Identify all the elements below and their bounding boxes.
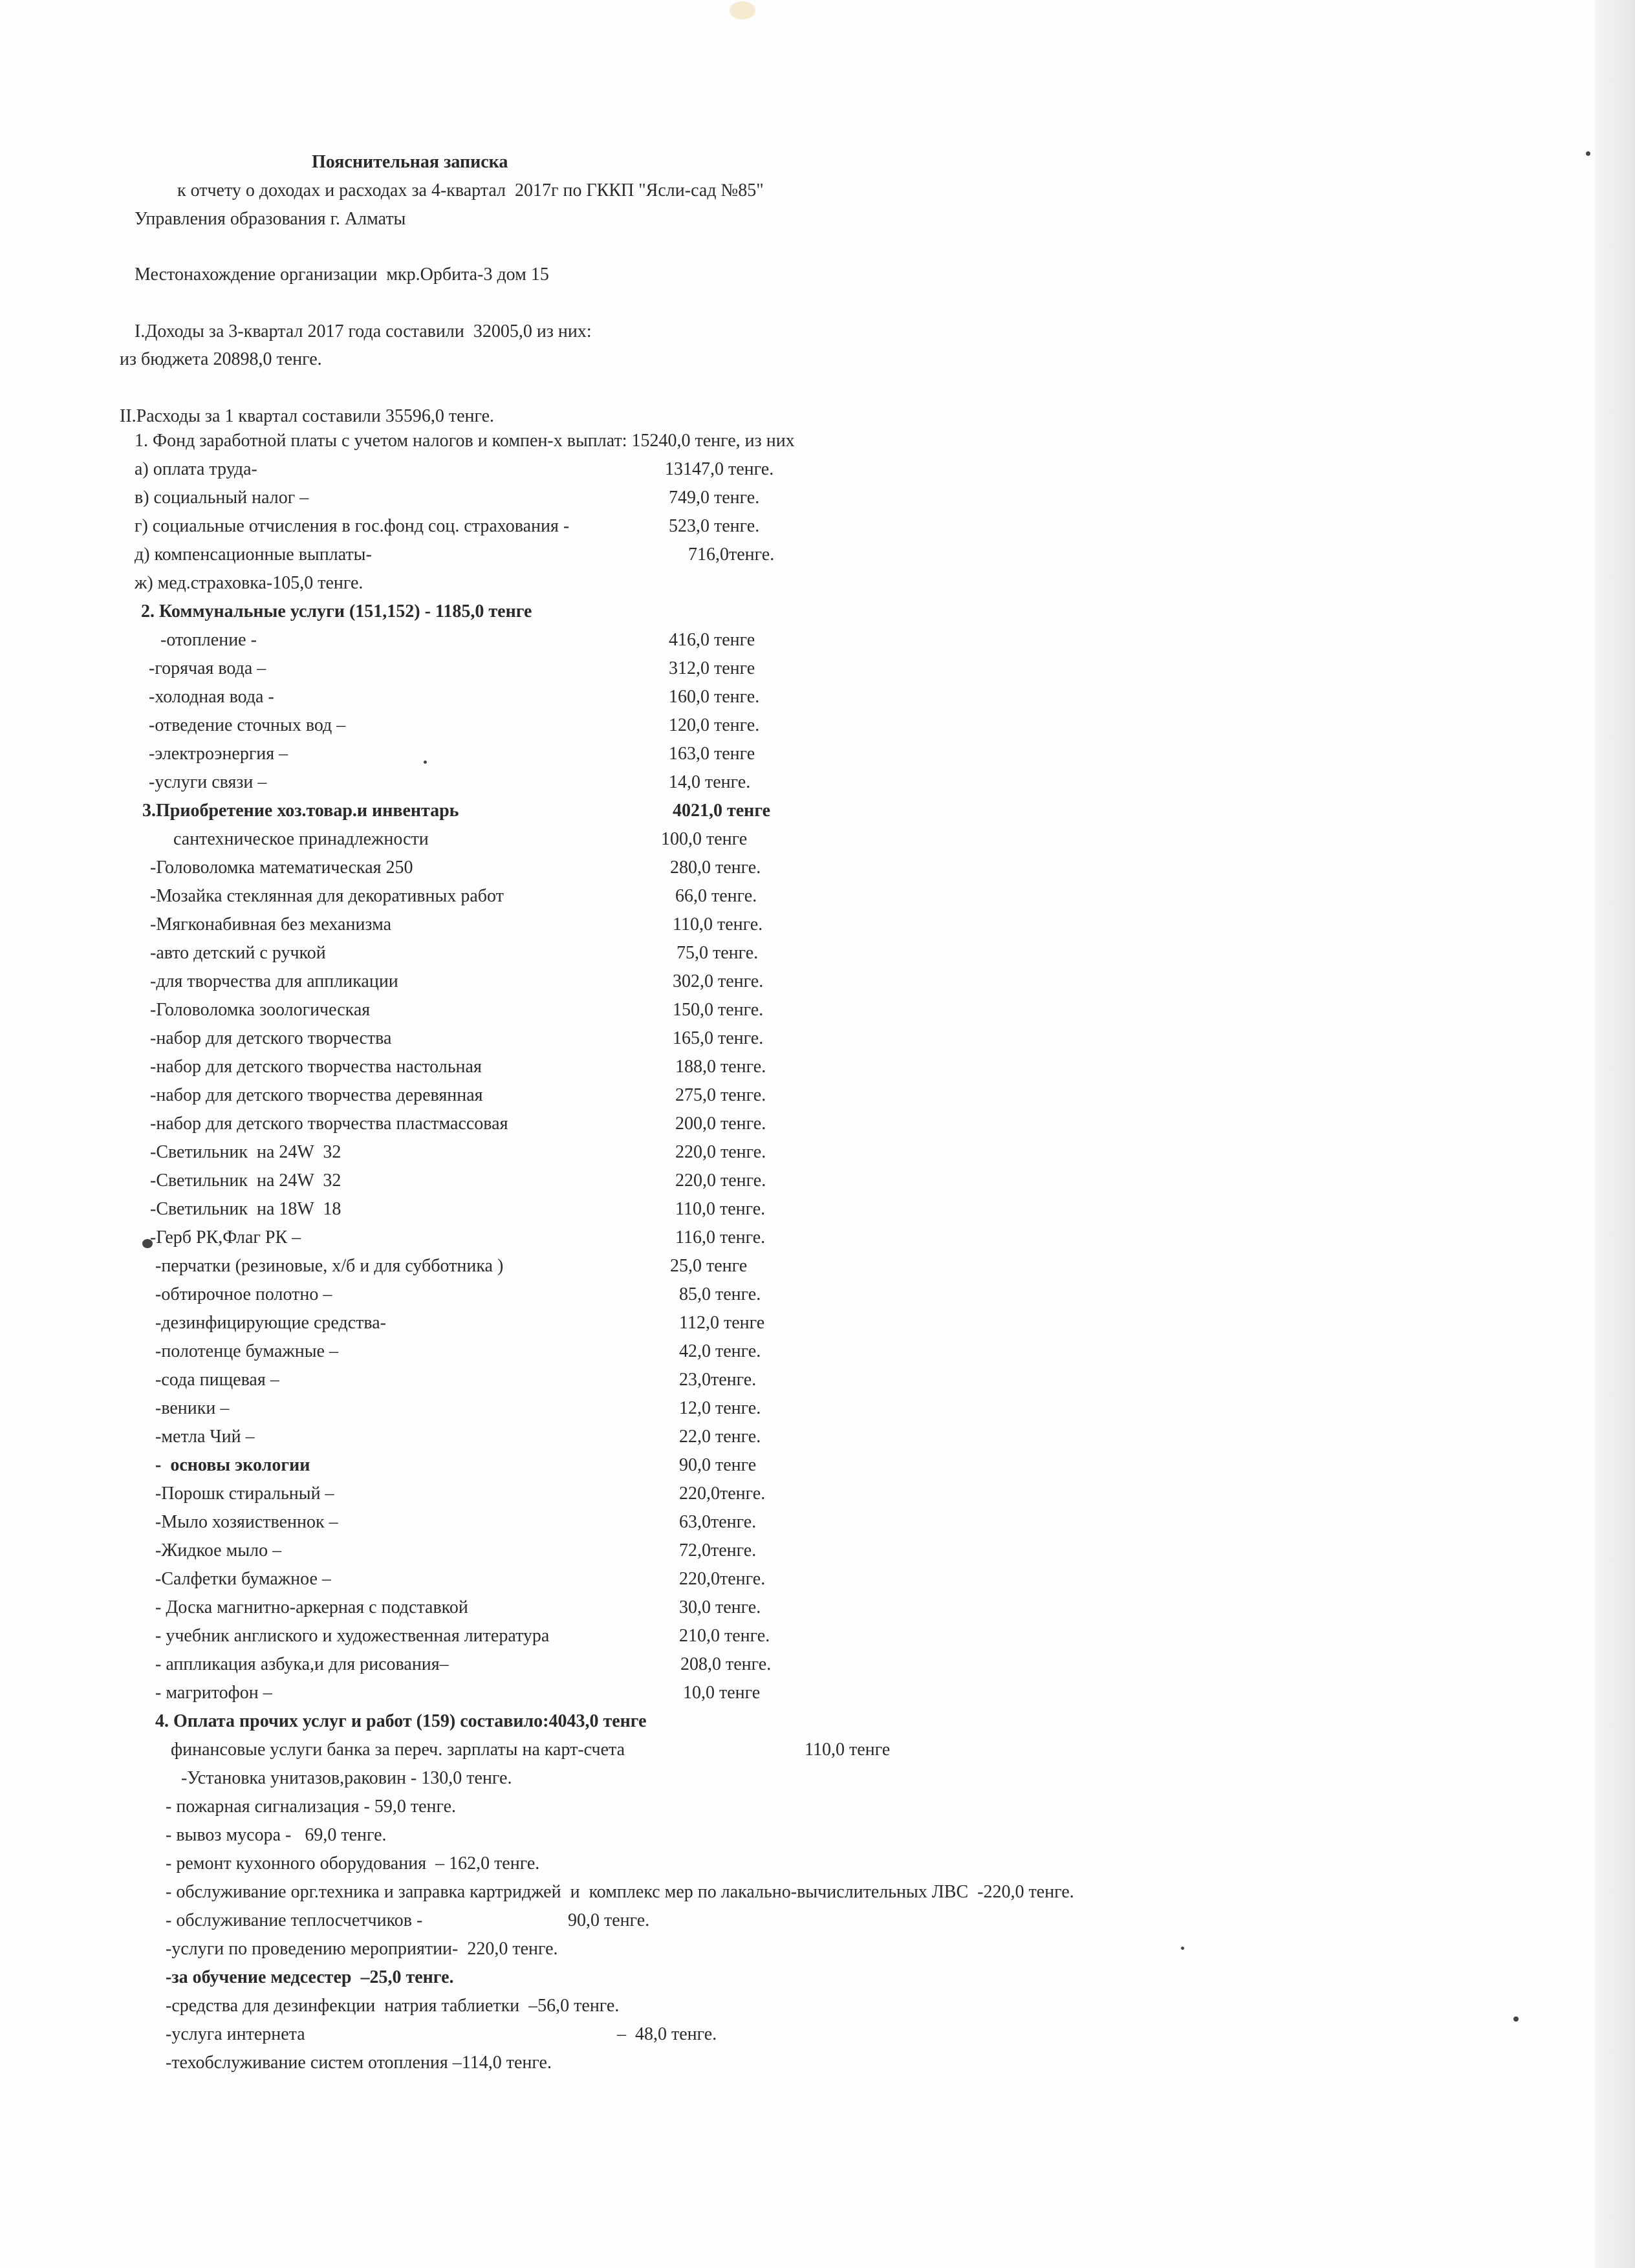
goods-value: 10,0 тенге — [683, 1683, 761, 1703]
scan-stain — [730, 1, 755, 19]
service-value: 90,0 тенге. — [568, 1910, 650, 1930]
payroll-label: а) оплата труда- — [135, 459, 257, 479]
goods-label: -Порошк стиральный – — [155, 1484, 334, 1504]
location: Местонахождение организации мкр.Орбита-3 дом 15 — [135, 265, 549, 285]
goods-label: -перчатки (резиновые, х/б и для субботника ) — [155, 1256, 504, 1276]
service-label: - обслуживание теплосчетчиков - — [166, 1910, 423, 1930]
goods-value: 220,0тенге. — [679, 1569, 766, 1589]
goods-total: 4021,0 тенге — [673, 801, 771, 821]
goods-label: -авто детский с ручкой — [150, 943, 326, 963]
goods-value: 220,0 тенге. — [675, 1171, 766, 1191]
goods-label: - учебник англиского и художественная литература — [155, 1626, 550, 1646]
service-label: -услуги по проведению мероприятии- 220,0 тенге. — [166, 1939, 558, 1959]
payroll-heading: 1. Фонд заработной платы с учетом налогов и компен-х выплат: 15240,0 тенге, из них — [135, 431, 795, 451]
goods-label: сантехническое принадлежности — [173, 829, 429, 849]
utility-value: 160,0 тенге. — [669, 687, 760, 707]
goods-label: - Доска магнитно-аркерная с подставкой — [155, 1597, 468, 1617]
utility-value: 312,0 тенге — [669, 658, 755, 678]
payroll-label: ж) мед.страховка-105,0 тенге. — [135, 573, 363, 593]
goods-label: -метла Чий – — [155, 1427, 255, 1447]
utility-value: 163,0 тенге — [669, 744, 755, 764]
payroll-value: 749,0 тенге. — [669, 488, 760, 508]
payroll-value: 716,0тенге. — [688, 545, 775, 565]
goods-label: -сода пищевая – — [155, 1370, 279, 1390]
goods-label: - основы экологии — [155, 1455, 310, 1475]
goods-label: -Мягконабивная без механизма — [150, 914, 392, 934]
scan-speck — [424, 761, 427, 764]
goods-value: 165,0 тенге. — [673, 1028, 764, 1048]
goods-value: 22,0 тенге. — [679, 1427, 761, 1447]
payroll-value: 13147,0 тенге. — [665, 459, 774, 479]
goods-label: -веники – — [155, 1398, 230, 1418]
service-label: -техобслуживание систем отопления –114,0 тенге. — [166, 2053, 552, 2073]
goods-value: 275,0 тенге. — [675, 1085, 766, 1105]
goods-label: -Светильник на 18W 18 — [150, 1199, 341, 1219]
goods-value: 42,0 тенге. — [679, 1341, 761, 1361]
income-line: из бюджета 20898,0 тенге. — [120, 349, 322, 369]
goods-value: 110,0 тенге. — [673, 914, 763, 934]
utility-label: -холодная вода - — [149, 687, 274, 707]
goods-label: -набор для детского творчества деревянная — [150, 1085, 483, 1105]
goods-value: 63,0тенге. — [679, 1512, 757, 1532]
goods-label: - аппликация азбука,и для рисования– — [155, 1654, 449, 1674]
goods-value: 208,0 тенге. — [680, 1654, 772, 1674]
goods-value: 72,0тенге. — [679, 1540, 757, 1561]
service-label: -за обучение медсестер –25,0 тенге. — [166, 1967, 454, 1987]
service-value: 110,0 тенге — [805, 1740, 891, 1760]
goods-label: -дезинфицирующие средства- — [155, 1313, 386, 1333]
goods-value: 90,0 тенге — [679, 1455, 757, 1475]
service-value: – 48,0 тенге. — [617, 2024, 717, 2044]
goods-label: -полотенце бумажные – — [155, 1341, 338, 1361]
goods-value: 116,0 тенге. — [675, 1227, 766, 1247]
department: Управления образования г. Алматы — [135, 209, 406, 229]
scan-edge — [1595, 0, 1635, 2268]
goods-value: 302,0 тенге. — [673, 971, 764, 991]
services-heading: 4. Оплата прочих услуг и работ (159) составило:4043,0 тенге — [155, 1711, 647, 1731]
goods-value: 23,0тенге. — [679, 1370, 757, 1390]
service-label: -Установка унитазов,раковин - 130,0 тенге. — [181, 1768, 512, 1788]
goods-value: 220,0тенге. — [679, 1484, 766, 1504]
goods-value: 100,0 тенге — [661, 829, 748, 849]
service-label: финансовые услуги банка за переч. зарплаты на карт-счета — [171, 1740, 625, 1760]
service-label: - ремонт кухонного оборудования – 162,0 тенге. — [166, 1853, 540, 1874]
utility-label: -отопление - — [160, 630, 257, 650]
goods-label: -Мыло хозяиственнок – — [155, 1512, 338, 1532]
doc-subtitle: к отчету о доходах и расходах за 4-квартал 2017г по ГККП "Ясли-сад №85" — [177, 180, 764, 200]
scan-speck — [1513, 2016, 1519, 2022]
goods-value: 188,0 тенге. — [675, 1057, 766, 1077]
payroll-label: г) социальные отчисления в гос.фонд соц. страхования - — [135, 516, 570, 536]
payroll-label: в) социальный налог – — [135, 488, 309, 508]
utility-label: -электроэнергия – — [149, 744, 288, 764]
goods-label: -для творчества для аппликации — [150, 971, 398, 991]
goods-value: 112,0 тенге — [679, 1313, 765, 1333]
goods-label: -набор для детского творчества — [150, 1028, 392, 1048]
utility-value: 14,0 тенге. — [669, 772, 751, 792]
goods-value: 280,0 тенге. — [670, 858, 761, 878]
goods-heading: 3.Приобретение хоз.товар.и инвентарь — [142, 801, 459, 821]
payroll-value: 523,0 тенге. — [669, 516, 760, 536]
service-label: - пожарная сигнализация - 59,0 тенге. — [166, 1797, 457, 1817]
goods-label: -набор для детского творчества настольная — [150, 1057, 482, 1077]
payroll-label: д) компенсационные выплаты- — [135, 545, 372, 565]
goods-label: -Жидкое мыло – — [155, 1540, 282, 1561]
goods-value: 30,0 тенге. — [679, 1597, 761, 1617]
goods-label: -Светильник на 24W 32 — [150, 1171, 341, 1191]
goods-value: 220,0 тенге. — [675, 1142, 766, 1162]
service-label: - обслуживание орг.техника и заправка картриджей и комплекс мер по лакально-вычислительных ЛВС -220,0 тенге. — [166, 1882, 1074, 1902]
utility-label: -горячая вода – — [149, 658, 266, 678]
goods-label: -набор для детского творчества пластмассовая — [150, 1114, 508, 1134]
goods-label: -Головоломка зоологическая — [150, 1000, 371, 1020]
goods-label: -обтирочное полотно – — [155, 1284, 332, 1304]
goods-label: -Мозайка стеклянная для декоративных работ — [150, 886, 504, 906]
income-line: I.Доходы за 3-квартал 2017 года составили 32005,0 из них: — [135, 321, 592, 341]
utility-label: -отведение сточных вод – — [149, 715, 346, 735]
goods-value: 12,0 тенге. — [679, 1398, 761, 1418]
goods-value: 85,0 тенге. — [679, 1284, 761, 1304]
goods-value: 210,0 тенге. — [679, 1626, 770, 1646]
goods-value: 75,0 тенге. — [677, 943, 759, 963]
goods-value: 110,0 тенге. — [675, 1199, 766, 1219]
doc-title: Пояснительная записка — [312, 152, 508, 172]
goods-value: 150,0 тенге. — [673, 1000, 764, 1020]
expenses-total: II.Расходы за 1 квартал составили 35596,0 тенге. — [120, 406, 495, 426]
utilities-heading: 2. Коммунальные услуги (151,152) - 1185,0 тенге — [141, 601, 532, 621]
service-label: - вывоз мусора - 69,0 тенге. — [166, 1825, 387, 1845]
scan-speck — [1586, 151, 1590, 156]
service-label: -услуга интернета — [166, 2024, 305, 2044]
service-label: -средства для дезинфекции натрия таблиетки –56,0 тенге. — [166, 1996, 620, 2016]
goods-value: 25,0 тенге — [670, 1256, 748, 1276]
goods-label: -Головоломка математическая 250 — [150, 858, 413, 878]
utility-value: 120,0 тенге. — [669, 715, 760, 735]
goods-label: -Герб РК,Флаг РК – — [150, 1227, 301, 1247]
goods-label: -Салфетки бумажное – — [155, 1569, 331, 1589]
utility-value: 416,0 тенге — [669, 630, 755, 650]
goods-value: 200,0 тенге. — [675, 1114, 766, 1134]
scan-speck — [1181, 1947, 1184, 1950]
goods-value: 66,0 тенге. — [675, 886, 757, 906]
goods-label: -Светильник на 24W 32 — [150, 1142, 341, 1162]
goods-label: - магритофон – — [155, 1683, 272, 1703]
utility-label: -услуги связи – — [149, 772, 267, 792]
